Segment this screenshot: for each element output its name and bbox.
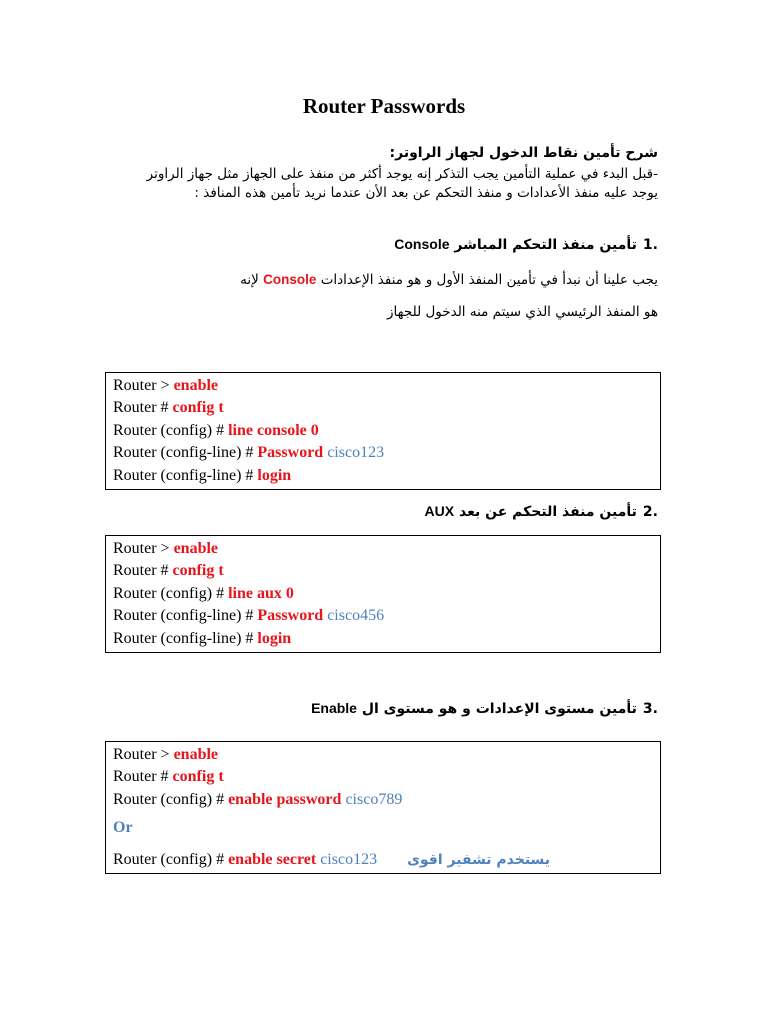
command-line xyxy=(113,442,660,464)
command-keyword: line aux 0 xyxy=(228,584,294,602)
command-argument: cisco456 xyxy=(327,607,385,625)
command-keyword: line console 0 xyxy=(228,421,319,439)
section-1-number: .1 xyxy=(642,237,658,253)
command-keyword: login xyxy=(257,629,292,647)
command-argument: cisco789 xyxy=(345,790,403,808)
command-keyword: login xyxy=(257,466,292,484)
command-keyword: Password xyxy=(257,444,324,462)
section-1-heading-en: Console xyxy=(394,236,450,252)
command-prompt: Router > xyxy=(113,540,174,557)
command-prompt: Router # xyxy=(113,399,173,417)
command-argument: cisco123 xyxy=(320,850,378,868)
intro-heading: شرح تأمين نقاط الدخول لجهاز الراوتر: xyxy=(389,145,658,161)
command-line xyxy=(113,766,660,788)
section-2-number: .2 xyxy=(642,504,658,520)
command-prompt: Router # xyxy=(113,768,173,786)
command-prompt: Router (config-line) # xyxy=(113,444,258,462)
section-1-heading-ar: تأمين منفذ التحكم المباشر xyxy=(454,237,637,253)
aux-command-box xyxy=(105,535,661,653)
command-prompt: Router (config-line) # xyxy=(113,629,258,647)
command-prompt: Router > xyxy=(113,746,174,763)
command-keyword: config t xyxy=(172,399,224,417)
section-3-heading-ar: تأمين مستوى الإعدادات و هو مستوى ال xyxy=(361,701,637,717)
command-line xyxy=(113,744,660,766)
section-2-heading xyxy=(425,503,658,520)
command-keyword: enable secret xyxy=(228,850,317,868)
command-prompt: Router (config) # xyxy=(113,584,229,602)
section-3-heading xyxy=(311,700,658,717)
page-title: Router Passwords xyxy=(302,94,466,118)
command-keyword: enable xyxy=(173,540,219,557)
command-prompt: Router (config) # xyxy=(113,850,229,868)
stronger-encryption-note: يستخدم تشفير اقوى xyxy=(407,851,551,868)
command-line xyxy=(113,538,660,560)
command-line xyxy=(113,375,660,397)
command-line xyxy=(113,628,660,650)
console-highlight: Console xyxy=(263,272,317,287)
command-line xyxy=(113,560,660,582)
command-argument: cisco123 xyxy=(327,444,385,462)
intro-body: -قبل البدء في عملية التأمين يجب التذكر إنه يوجد أكثر من منفذ على الجهاز مثل جهاز الراوتر يوجد عليه منفذ الأعدادات و منفذ التحكم عن بعد الأن عندما نريد تأمين هذه المنافذ : xyxy=(146,166,658,201)
command-line xyxy=(113,420,660,442)
command-prompt: Router (config-line) # xyxy=(113,466,258,484)
command-keyword: enable xyxy=(173,377,219,394)
command-line xyxy=(113,789,660,811)
section-3-number: .3 xyxy=(642,701,658,717)
command-keyword: Password xyxy=(257,607,324,625)
command-prompt: Router # xyxy=(113,562,173,580)
enable-command-box xyxy=(105,741,661,874)
command-keyword: config t xyxy=(172,768,224,786)
command-keyword: config t xyxy=(172,562,224,580)
command-prompt: Router > xyxy=(113,377,174,394)
command-keyword: enable password xyxy=(228,790,342,808)
command-line xyxy=(113,397,660,419)
paragraph-text: يجب علينا أن نبدأ في تأمين المنفذ الأول و هو منفذ الإعدادات xyxy=(320,272,658,288)
command-line xyxy=(113,583,660,605)
command-keyword: enable xyxy=(173,746,219,763)
command-line xyxy=(113,605,660,627)
command-prompt: Router (config) # xyxy=(113,421,229,439)
section-3-heading-en: Enable xyxy=(311,700,357,716)
console-command-box xyxy=(105,372,661,490)
command-prompt: Router (config) # xyxy=(113,790,229,808)
command-line xyxy=(113,849,660,871)
command-prompt: Router (config-line) # xyxy=(113,607,258,625)
or-label: Or xyxy=(113,819,133,837)
section-1-heading xyxy=(394,236,658,253)
paragraph-text: لإنه xyxy=(240,272,259,288)
section-1-paragraph-line-1 xyxy=(240,272,658,288)
section-2-heading-ar: تأمين منفذ التحكم عن بعد xyxy=(458,504,637,520)
command-line xyxy=(113,465,660,487)
section-1-paragraph-line-2: هو المنفذ الرئيسي الذي سيتم منه الدخول للجهاز xyxy=(387,304,658,320)
section-2-heading-en: AUX xyxy=(424,503,455,519)
